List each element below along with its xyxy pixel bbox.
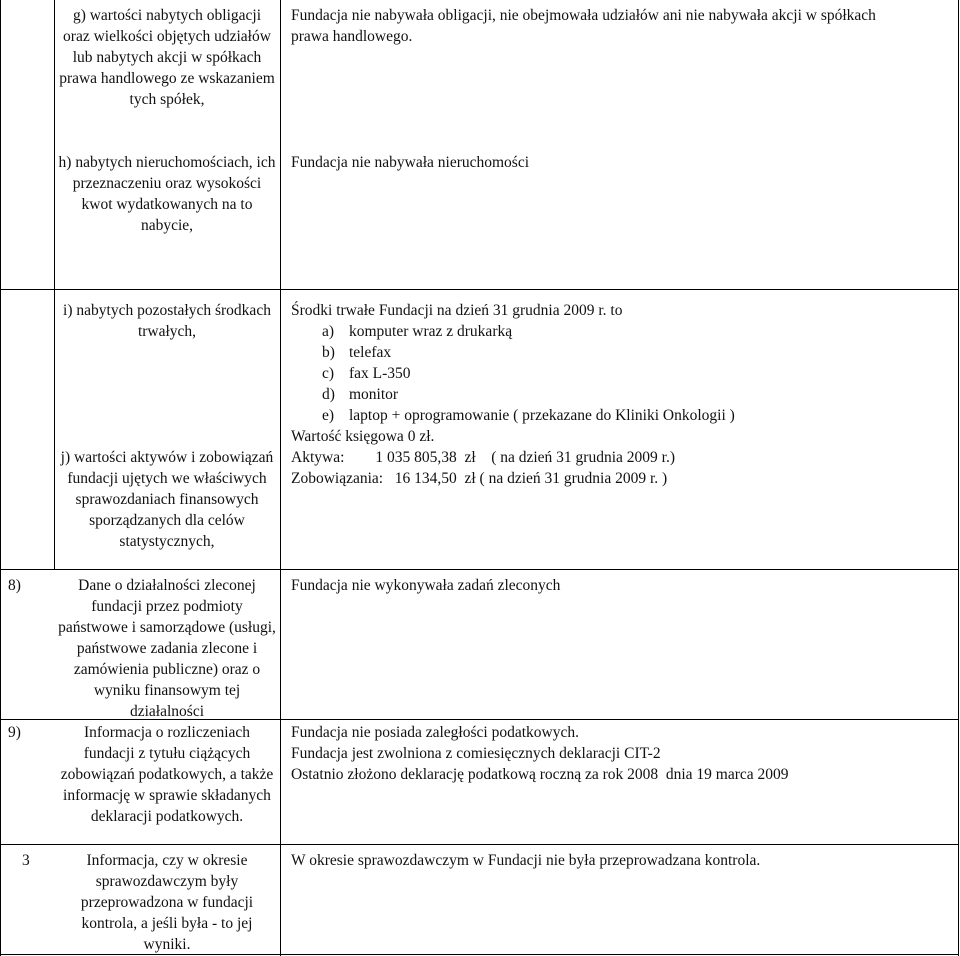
row-j-description: j) wartości aktywów i zobowiązań fundacji ujętych we właściwych sprawozdaniach finansowych sporządzanych dla celów statystycznych, [60,449,274,550]
row-j-liabilities: Zobowiązania: 16 134,50 zł ( na dzień 31 grudnia 2009 r. ) [291,470,668,487]
table-column-divider [280,0,281,956]
fixed-assets-list [291,321,735,426]
table-border-right [958,0,959,956]
row-9-description: Informacja o rozliczeniach fundacji z tytułu ciążących zobowiązań podatkowych, a także informację w sprawie składanych deklaracji podatkowych. [60,724,274,825]
list-item-text: fax L-350 [349,365,411,382]
list-item-label: d) [322,386,335,403]
list-item-text: monitor [349,386,399,403]
row-9-answer-line: Ostatnio złożono deklarację podatkową roczną za rok 2008 dnia 19 marca 2009 [291,766,789,783]
list-item [291,321,735,342]
row-g-answer: Fundacja nie nabywała obligacji, nie obejmowała udziałów ani nie nabywała akcji w spółkach prawa handlowego. [291,7,876,45]
table-row-divider [0,569,959,570]
list-item [291,363,735,384]
row-3-description: Informacja, czy w okresie sprawozdawczym były przeprowadzona w fundacji kontrola, a jeśli była - to jej wyniki. [80,852,254,953]
list-item [291,384,735,405]
row-9-answer-line: Fundacja nie posiada zaległości podatkowych. [291,724,579,741]
row-h-answer: Fundacja nie nabywała nieruchomości [291,154,530,171]
list-item [291,405,735,426]
table-row-divider [0,289,959,290]
list-item-text: telefax [349,344,392,361]
row-9-answer-line: Fundacja jest zwolniona z comiesięcznych deklaracji CIT-2 [291,745,661,762]
list-item-text: komputer wraz z drukarką [349,323,513,340]
row-9-number: 9) [8,724,21,741]
row-i-answer-book-value: Wartość księgowa 0 zł. [291,428,435,445]
table-border-left-inner [54,0,55,569]
row-3-answer: W okresie sprawozdawczym w Fundacji nie była przeprowadzana kontrola. [291,852,761,869]
table-row-divider [0,844,959,845]
row-8-description: Dane o działalności zleconej fundacji przez podmioty państwowe i samorządowe (usługi, państwowe zadania zlecone i zamówienia publiczne) oraz o wyniku finansowym tej działalności [58,577,276,720]
row-3-number: 3 [22,852,30,869]
list-item-text: laptop + oprogramowanie ( przekazane do Kliniki Onkologii ) [349,407,735,424]
list-item [291,342,735,363]
row-j-assets: Aktywa: 1 035 805,38 zł ( na dzień 31 grudnia 2009 r.) [291,449,675,466]
row-i-description: i) nabytych pozostałych środkach trwałych, [63,302,271,340]
row-g-description: g) wartości nabytych obligacji oraz wielkości objętych udziałów lub nabytych akcji w spółkach prawa handlowego ze wskazaniem tych spółek, [59,7,275,108]
row-i-answer-intro: Środki trwałe Fundacji na dzień 31 grudnia 2009 r. to [291,302,623,319]
list-item-label: a) [322,323,335,340]
list-item-label: c) [322,365,335,382]
table-border-left-outer [0,0,1,956]
row-8-number: 8) [8,577,21,594]
list-item-label: b) [322,344,335,361]
row-8-answer: Fundacja nie wykonywała zadań zleconych [291,577,561,594]
row-h-description: h) nabytych nieruchomościach, ich przeznaczeniu oraz wysokości kwot wydatkowanych na to nabycie, [58,154,276,234]
list-item-label: e) [322,407,335,424]
